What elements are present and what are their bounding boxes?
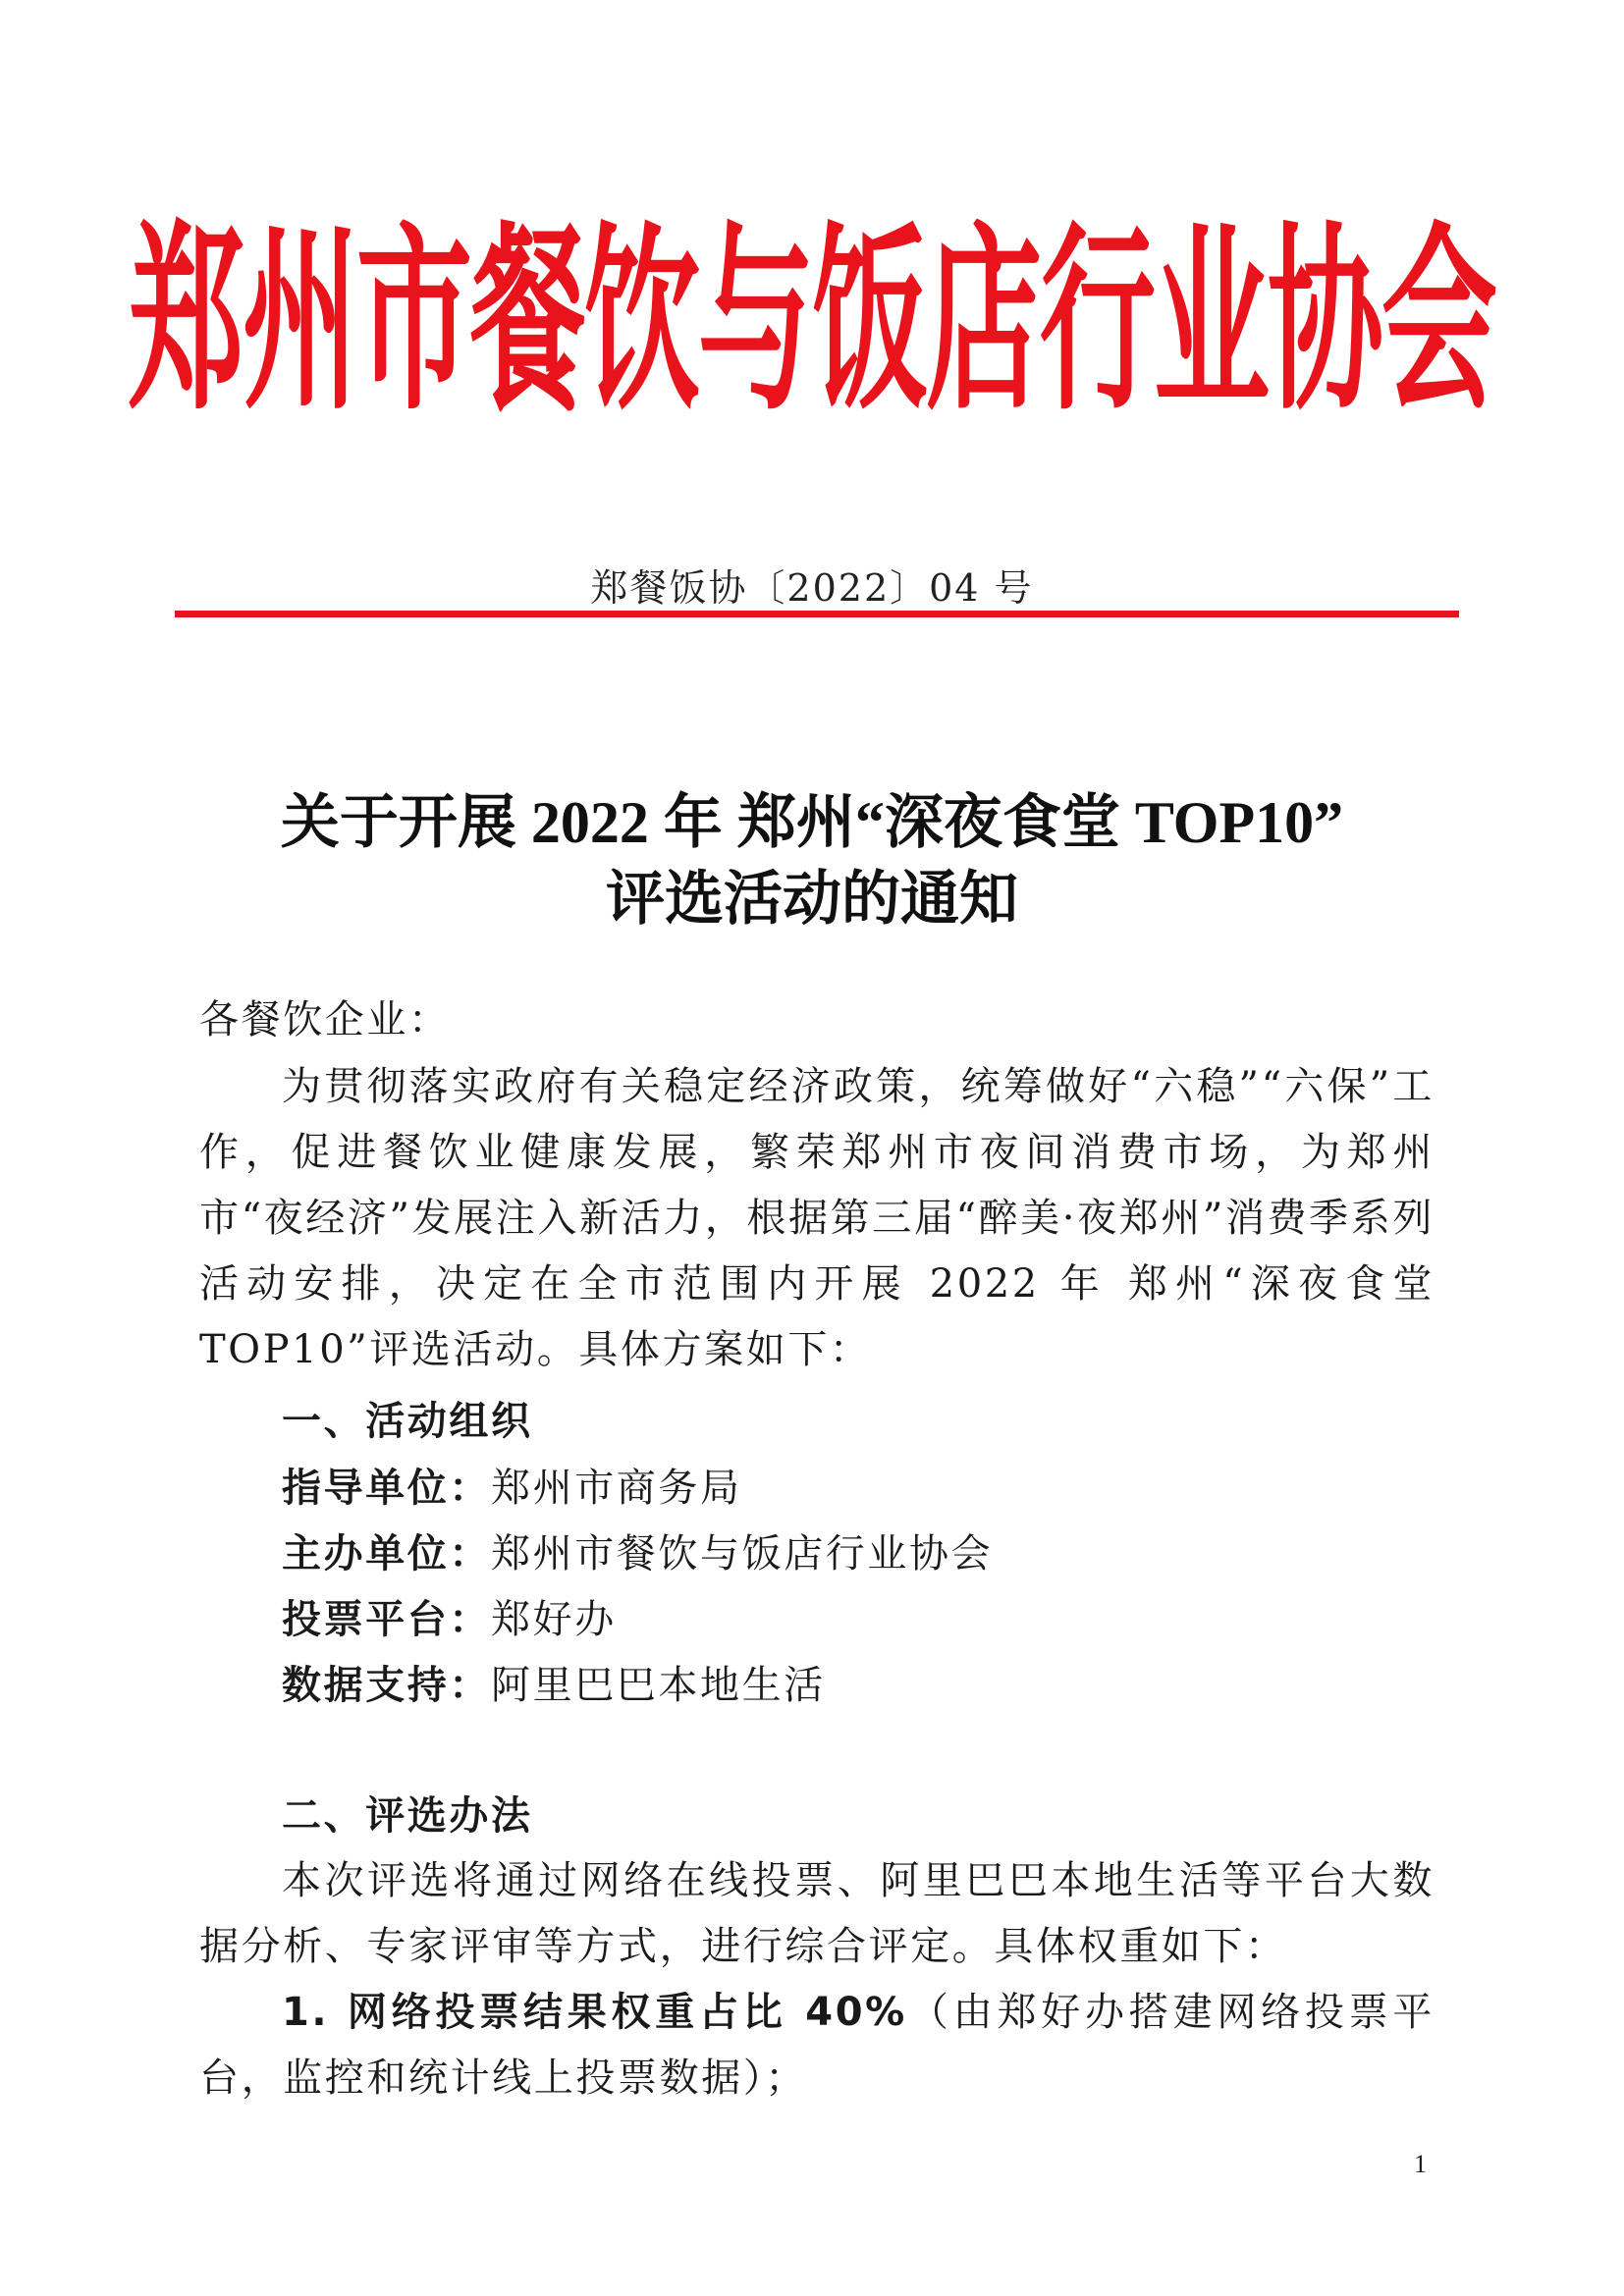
org-row-value: 郑州市商务局 [491, 1466, 742, 1511]
org-row-label: 数据支持： [282, 1663, 491, 1708]
salutation: 各餐饮企业： [199, 997, 451, 1042]
org-row-label: 主办单位： [282, 1531, 491, 1576]
page-number: 1 [1414, 2150, 1427, 2178]
intro-paragraph: 为贯彻落实政府有关稳定经济政策，统筹做好“六稳”“六保”工作，促进餐饮业健康发展，繁荣郑州市夜间消费市场，为郑州市“夜经济”发展注入新活力，根据第三届“醉美·夜郑州”消费季系列活动安排，决定在全市范围内开展 2022 年 郑州“深夜食堂 TOP10”评选活动。具体方案如下： [199, 1064, 1435, 1372]
org-row-label: 指导单位： [282, 1466, 491, 1511]
notice-title-line-2: 评选活动的通知 [606, 867, 1018, 932]
item-1-weight: 1. 网络投票结果权重占比 40% [282, 1990, 907, 2035]
org-row-value: 阿里巴巴本地生活 [491, 1663, 826, 1708]
org-row-host [282, 1522, 993, 1578]
org-row-value: 郑好办 [491, 1597, 617, 1642]
section2-intro-wrap [199, 1848, 1435, 1980]
section2-heading: 二、评选办法 [282, 1793, 533, 1839]
org-row-data [282, 1654, 826, 1710]
org-masthead: 郑州市餐饮与饭店行业协会 [128, 203, 1495, 438]
document-number: 郑餐饭协〔2022〕04 号 [590, 566, 1034, 610]
notice-title-line-1: 关于开展 2022 年 郑州“深夜食堂 TOP10” [280, 790, 1344, 855]
org-row-guide [282, 1457, 742, 1513]
org-row-label: 投票平台： [282, 1597, 491, 1642]
section1-heading: 一、活动组织 [282, 1399, 533, 1444]
org-row-voting [282, 1588, 617, 1644]
section2-item-1 [199, 1980, 1435, 2111]
header-red-rule [175, 611, 1459, 617]
intro-paragraph-wrap [199, 1054, 1435, 1383]
section2-intro: 本次评选将通过网络在线投票、阿里巴巴本地生活等平台大数据分析、专家评审等方式，进行综合评定。具体权重如下： [199, 1858, 1435, 1969]
org-row-value: 郑州市餐饮与饭店行业协会 [491, 1531, 994, 1576]
section2-item-1-wrap [199, 1980, 1435, 2111]
item-1-detail: （由郑好办搭建网络投票平台，监控和统计线上投票数据）； [199, 1990, 1435, 2101]
